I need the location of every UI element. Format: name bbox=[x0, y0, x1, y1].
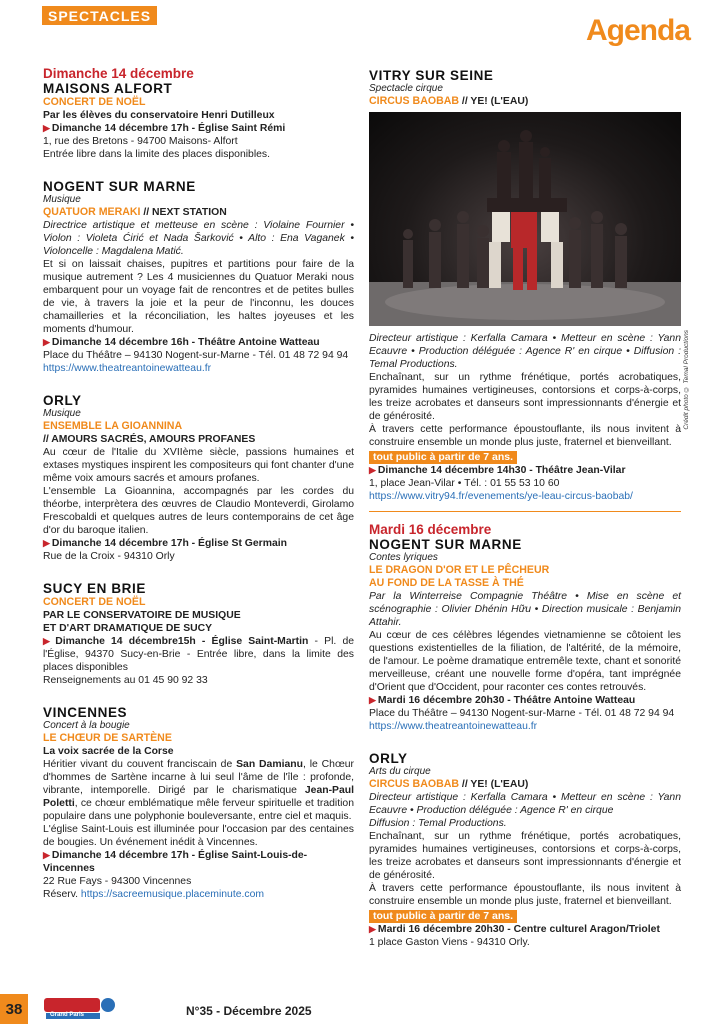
event-address: 22 Rue Fays - 94300 Vincennes bbox=[43, 876, 192, 887]
event-title: CIRCUS BAOBAB bbox=[369, 778, 460, 790]
event-reservation: Réserv. https://sacreemusique.placeminute.com bbox=[43, 889, 265, 900]
event-orly-gioannina bbox=[43, 393, 354, 563]
event-subtitle: PAR LE CONSERVATOIRE DE MUSIQUE bbox=[43, 610, 241, 621]
event-address: 1, place Jean-Vilar • Tél. : 01 55 53 10 60 bbox=[369, 478, 560, 489]
event-town: NOGENT SUR MARNE bbox=[369, 537, 522, 552]
event-body: Héritier vivant du couvent franciscain de San Damianu, le Chœur d'hommes de Sartène incarne à lui seul l'âme de l'île : profonde, vibrante, intemporelle. Dirigé par le charismatique Jean-Paul Poletti, ce chœur emblématique mêle ferveur spirituelle et tradition populaire dans une polyphonie bouleversante, entre ciel et maquis. bbox=[43, 759, 355, 822]
event-address: 1 place Gaston Viens - 94310 Orly. bbox=[369, 937, 530, 948]
event-when: ▶ Mardi 16 décembre 20h30 - Centre culturel Aragon/Triolet bbox=[369, 923, 681, 936]
event-credits: Par la Winterreise Compagnie Théâtre • Mise en scène et scénographie : Olivier Dhénin Hữu • Direction musicale : Benjamin Attahir. bbox=[369, 591, 681, 628]
event-subtitle-2: ET D'ART DRAMATIQUE DE SUCY bbox=[43, 623, 213, 634]
event-when: ▶ Dimanche 14 décembre15h - Église Saint-Martin bbox=[43, 636, 308, 647]
event-orly-baobab bbox=[369, 751, 681, 949]
event-address: 1, rue des Bretons - 94700 Maisons- Alfort bbox=[43, 136, 238, 147]
event-category: Musique bbox=[43, 408, 81, 419]
event-when: ▶ Dimanche 14 décembre 17h - Église St Germain bbox=[43, 537, 354, 550]
event-category: Contes lyriques bbox=[369, 552, 438, 563]
event-sucy bbox=[43, 581, 354, 687]
event-title-suffix: // NEXT STATION bbox=[140, 207, 227, 218]
event-title: LE CHŒUR DE SARTÈNE bbox=[43, 732, 172, 744]
event-town: NOGENT SUR MARNE bbox=[43, 179, 196, 194]
event-category: Concert à la bougie bbox=[43, 720, 130, 731]
event-body: Au cœur de ces célèbres légendes vietnamienne se côtoient les questions existentielles de la filiation, de l'altérité, de la mémoire, de l'amour. Le poème dramatique entremêle texte, chant et sonorité merveilleuse, créant une nouvelle forme d'opéra, tant imprégnée d'Orient que d'Occident, pour raconter ces contes retrouvés. bbox=[369, 630, 681, 693]
event-title-line bbox=[43, 206, 354, 219]
event-address: Rue de la Croix - 94310 Orly bbox=[43, 551, 175, 562]
event-title-suffix: // YE! (L'EAU) bbox=[459, 779, 529, 790]
event-category: Musique bbox=[43, 194, 81, 205]
agenda-heading bbox=[586, 14, 690, 48]
photo-credit: Crédit photo © Temal Productions bbox=[683, 330, 690, 430]
event-vitry-baobab bbox=[369, 68, 681, 503]
event-title: CONCERT DE NOËL bbox=[43, 96, 146, 108]
event-address: Place du Théâtre – 94130 Nogent-sur-Marne - Tél. 01 48 72 94 94 bbox=[369, 708, 675, 719]
right-column bbox=[369, 68, 681, 967]
event-vincennes bbox=[43, 705, 354, 901]
event-credits: Directrice artistique et metteuse en scène : Violaine Fournier • Violon : Violeta Ćirić et Nada Šarković • Alto : Ena Vaganek • Violoncelle : Magdalena Matić. bbox=[43, 220, 354, 257]
event-body-2: L'église Saint-Louis est illuminée pour l'occasion par des centaines de bougies. Un événement inédit à Vincennes. bbox=[43, 824, 354, 848]
age-badge: tout public à partir de 7 ans. bbox=[369, 451, 517, 464]
event-credits: Directeur artistique : Kerfalla Camara • Metteur en scène : Yann Ecauvre • Production déléguée : Agence R' en cirque • Diffusion : Temal Productions. bbox=[369, 333, 681, 370]
event-link[interactable]: https://www.theatreantoinewatteau.fr bbox=[369, 721, 538, 732]
event-title: QUATUOR MERAKI bbox=[43, 206, 141, 218]
event-town: VITRY SUR SEINE bbox=[369, 68, 494, 83]
event-body: Enchaînant, sur un rythme frénétique, portés acrobatiques, pyramides humaines vertigineuses, contorsions et corps-à-corps, les treize acrobates et danseurs sont impressionnants d'énergie et de générosité. bbox=[369, 372, 681, 422]
event-link[interactable]: https://www.theatreantoinewatteau.fr bbox=[43, 363, 212, 374]
event-title: CIRCUS BAOBAB bbox=[369, 95, 460, 107]
age-badge: tout public à partir de 7 ans. bbox=[369, 910, 517, 923]
event-body: Et si on laissait chaises, pupitres et partitions pour faire de la musique autrement ? Les 4 musiciennes du Quatuor Meraki nous embarquent pour un voyage fait de rencontres et de petites bulles de vie, à travers la joie et la peur de l'inconnu, les douces chamailleries et la réconciliation, les haltes joyeuses et les moments d'humour. bbox=[43, 259, 354, 335]
event-title-line bbox=[369, 778, 681, 791]
event-body-2: À travers cette performance époustouflante, ils nous invitent à construire ensemble un monde plus juste, fraternel et bienveillant. bbox=[369, 883, 681, 907]
event-body-2: L'ensemble La Gioannina, accompagnés par les cordes du théorbe, interprètera des œuvres de Claudio Monteverdi, Girolamo Frescobaldi et quelques autres de leurs contemporains de cet âge d'or du baroque italien. bbox=[43, 486, 354, 536]
event-subtitle: La voix sacrée de la Corse bbox=[43, 746, 174, 757]
event-town: VINCENNES bbox=[43, 705, 128, 720]
event-link[interactable]: https://www.vitry94.fr/evenements/ye-leau-circus-baobab/ bbox=[369, 491, 633, 502]
event-title-2: // AMOURS SACRÉS, AMOURS PROFANES bbox=[43, 434, 256, 445]
event-category: Spectacle cirque bbox=[369, 83, 443, 94]
event-subtitle: Par les élèves du conservatoire Henri Dutilleux bbox=[43, 110, 275, 121]
event-town: ORLY bbox=[369, 751, 408, 766]
event-address: Place du Théâtre – 94130 Nogent-sur-Marne - Tél. 01 48 72 94 94 bbox=[43, 350, 349, 361]
logo-text: Grand Paris bbox=[50, 1012, 85, 1018]
event-title-2: AU FOND DE LA TASSE À THÉ bbox=[369, 577, 524, 589]
event-link[interactable]: https://sacreemusique.placeminute.com bbox=[80, 889, 265, 900]
event-title-suffix: // YE! (L'EAU) bbox=[459, 96, 529, 107]
event-when: ▶ Mardi 16 décembre 20h30 - Théâtre Antoine Watteau bbox=[369, 694, 681, 707]
event-body: Au cœur de l'Italie du XVIIème siècle, passions humaines et extases mystiques inspirent les compositeurs qui font chanter d'une même voix amours sacrés et amours profanes. bbox=[43, 447, 354, 484]
event-when: ▶ Dimanche 14 décembre 17h - Église Saint Rémi bbox=[43, 122, 354, 135]
event-body-2: À travers cette performance époustouflante, ils nous invitent à construire ensemble un monde plus juste, fraternel et bienveillant. bbox=[369, 424, 681, 448]
event-credits-2: Diffusion : Temal Productions. bbox=[369, 818, 507, 829]
event-when: ▶ Dimanche 14 décembre 16h - Théâtre Antoine Watteau bbox=[43, 336, 354, 349]
magazine-logo bbox=[44, 996, 120, 1020]
section-tag: SPECTACLES bbox=[42, 6, 157, 25]
event-date: Dimanche 14 décembre bbox=[43, 66, 194, 81]
agenda-text: Agenda bbox=[585, 14, 690, 47]
event-credits: Directeur artistique : Kerfalla Camara • Metteur en scène : Yann Ecauvre • Production déléguée : Agence R' en cirque bbox=[369, 792, 681, 816]
event-nogent-meraki bbox=[43, 179, 354, 375]
event-info: Entrée libre dans la limite des places disponibles. bbox=[43, 149, 270, 160]
event-info: Renseignements au 01 45 90 92 33 bbox=[43, 675, 208, 686]
event-body: Enchaînant, sur un rythme frénétique, portés acrobatiques, pyramides humaines vertigineuses, contorsions et corps-à-corps, les treize acrobates et danseurs sont impressionnants d'énergie et de générosité. bbox=[369, 831, 681, 881]
event-when-rest: - Pl. de l'Église, 94370 Sucy-en-Brie - Entrée libre, dans la limite des places disponibles bbox=[43, 636, 354, 673]
event-title: LE DRAGON D'OR ET LE PÊCHEUR bbox=[369, 564, 550, 576]
event-nogent-dragon bbox=[369, 522, 681, 733]
event-maisons-alfort bbox=[43, 66, 354, 161]
event-town: MAISONS ALFORT bbox=[43, 81, 173, 96]
event-date: Mardi 16 décembre bbox=[369, 522, 492, 537]
event-town: ORLY bbox=[43, 393, 82, 408]
left-column bbox=[43, 66, 354, 919]
event-title: CONCERT DE NOËL bbox=[43, 596, 146, 608]
event-when-line bbox=[43, 635, 354, 674]
page-number: 38 bbox=[0, 994, 28, 1024]
event-title-line bbox=[369, 95, 681, 108]
circus-photo bbox=[369, 112, 681, 326]
event-category: Arts du cirque bbox=[369, 766, 431, 777]
event-when: ▶ Dimanche 14 décembre 17h - Église Saint-Louis-de-Vincennes bbox=[43, 849, 354, 875]
acrobats-illustration bbox=[369, 112, 681, 326]
event-when: ▶ Dimanche 14 décembre 14h30 - Théâtre Jean-Vilar bbox=[369, 464, 681, 477]
event-title: ENSEMBLE LA GIOANNINA bbox=[43, 420, 183, 432]
event-town: SUCY EN BRIE bbox=[43, 581, 146, 596]
issue-label: N°35 - Décembre 2025 bbox=[186, 1004, 312, 1018]
divider bbox=[369, 511, 681, 512]
